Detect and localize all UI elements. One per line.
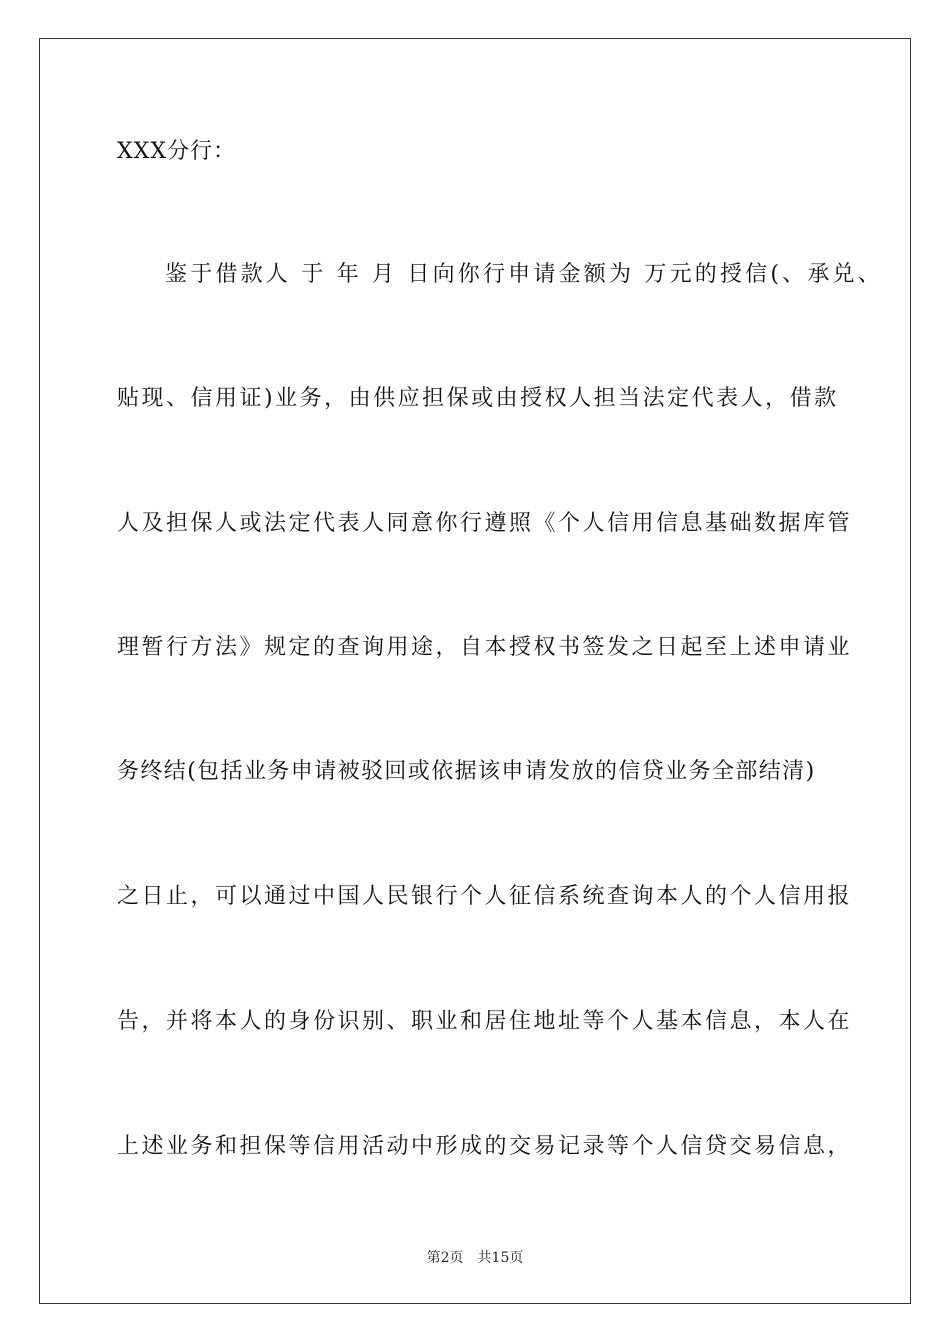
- paragraph-line-4: 理暂行方法》规定的查询用途，自本授权书签发之日起至上述申请业: [117, 635, 853, 660]
- paragraph-line-6: 之日止，可以通过中国人民银行个人征信系统查询本人的个人信用报: [117, 884, 853, 909]
- paragraph-line-5: 务终结(包括业务申请被驳回或依据该申请发放的信贷业务全部结清): [117, 759, 816, 784]
- paragraph-line-7: 告，并将本人的身份识别、职业和居住地址等个人基本信息，本人在: [117, 1009, 853, 1034]
- paragraph-line-2: 贴现、信用证)业务，由供应担保或由授权人担当法定代表人，借款: [117, 386, 839, 411]
- page-number: 第2页: [426, 1250, 464, 1266]
- page-total: 共15页: [477, 1250, 524, 1266]
- paragraph-line-3: 人及担保人或法定代表人同意你行遵照《个人信用信息基础数据库管: [117, 511, 853, 536]
- page-footer: [0, 1249, 950, 1267]
- paragraph-line-1: 鉴于借款人 于 年 月 日向你行申请金额为 万元的授信(、承兑、: [165, 262, 883, 287]
- paragraph-line-8: 上述业务和担保等信用活动中形成的交易记录等个人信贷交易信息，: [117, 1134, 853, 1159]
- page-frame: [39, 38, 911, 1304]
- salutation: XXX分行：: [117, 139, 236, 164]
